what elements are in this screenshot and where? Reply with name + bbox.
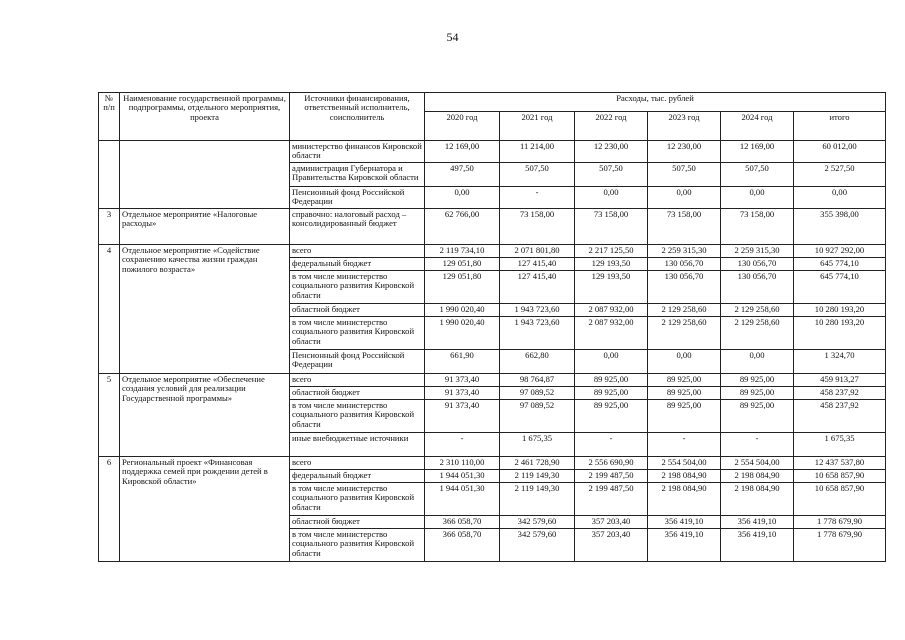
year-value: 507,50 — [721, 163, 794, 187]
table-row — [99, 141, 886, 163]
funding-source: всего — [290, 457, 425, 470]
year-value: 2 554 504,00 — [648, 457, 721, 470]
total-value: 12 437 537,80 — [794, 457, 886, 470]
total-value: 1 778 679,90 — [794, 529, 886, 562]
table-row — [99, 374, 886, 387]
row-number: 5 — [99, 374, 120, 457]
program-name: Отдельное мероприятие «Налоговые расходы» — [120, 209, 290, 245]
year-value: 11 214,00 — [500, 141, 575, 163]
year-value: 2 129 258,60 — [648, 317, 721, 350]
year-value: 89 925,00 — [575, 400, 648, 433]
year-value: 497,50 — [425, 163, 500, 187]
year-value: 89 925,00 — [648, 374, 721, 387]
total-value: 10 280 193,20 — [794, 317, 886, 350]
year-value: 91 373,40 — [425, 400, 500, 433]
funding-source: федеральный бюджет — [290, 258, 425, 271]
funding-source: Пенсионный фонд Российской Федерации — [290, 350, 425, 374]
year-value: 356 419,10 — [648, 529, 721, 562]
total-value: 60 012,00 — [794, 141, 886, 163]
year-value: - — [648, 433, 721, 457]
funding-source: в том числе министерство социального развития Кировской области — [290, 529, 425, 562]
header-expenses: Расходы, тыс. рублей — [425, 93, 886, 112]
year-value: 12 230,00 — [575, 141, 648, 163]
year-value: 1 990 020,40 — [425, 317, 500, 350]
year-value: 2 198 084,90 — [648, 483, 721, 516]
funding-source: областной бюджет — [290, 304, 425, 317]
year-value: 1 944 051,30 — [425, 470, 500, 483]
funding-source: администрация Губернатора и Правительства Кировской области — [290, 163, 425, 187]
year-value: 1 944 051,30 — [425, 483, 500, 516]
year-value: 73 158,00 — [721, 209, 794, 245]
year-value: 73 158,00 — [500, 209, 575, 245]
funding-source: федеральный бюджет — [290, 470, 425, 483]
year-value: 2 198 084,90 — [721, 470, 794, 483]
program-name: Региональный проект «Финансовая поддержка семей при рождении детей в Кировской области» — [120, 457, 290, 562]
year-value: 12 169,00 — [425, 141, 500, 163]
year-value: 2 087 932,00 — [575, 317, 648, 350]
total-value: 645 774,10 — [794, 271, 886, 304]
year-value: 89 925,00 — [575, 374, 648, 387]
header-year: 2024 год — [721, 112, 794, 141]
year-value: 130 056,70 — [721, 271, 794, 304]
header-name: Наименование государственной программы, подпрограммы, отдельного мероприятия, проекта — [120, 93, 290, 141]
header-number: № п/п — [99, 93, 120, 141]
year-value: 2 129 258,60 — [648, 304, 721, 317]
total-value: 645 774,10 — [794, 258, 886, 271]
table-row — [99, 245, 886, 258]
total-value: 10 658 857,90 — [794, 470, 886, 483]
year-value: 2 129 258,60 — [721, 317, 794, 350]
year-value: 129 051,80 — [425, 271, 500, 304]
year-value: 2 198 084,90 — [721, 483, 794, 516]
funding-source: Пенсионный фонд Российской Федерации — [290, 187, 425, 209]
header-year: 2022 год — [575, 112, 648, 141]
year-value: 2 087 932,00 — [575, 304, 648, 317]
header-row — [99, 93, 886, 112]
year-value: 12 230,00 — [648, 141, 721, 163]
year-value: 507,50 — [500, 163, 575, 187]
budget-table — [98, 92, 886, 562]
year-value: 130 056,70 — [648, 271, 721, 304]
year-value: 91 373,40 — [425, 374, 500, 387]
year-value: 89 925,00 — [721, 374, 794, 387]
year-value: 98 764,87 — [500, 374, 575, 387]
year-value: 127 415,40 — [500, 258, 575, 271]
year-value: 507,50 — [648, 163, 721, 187]
year-value: 2 119 149,30 — [500, 483, 575, 516]
year-value: 129 051,80 — [425, 258, 500, 271]
year-value: 89 925,00 — [721, 400, 794, 433]
header-total: итого — [794, 112, 886, 141]
year-value: 89 925,00 — [721, 387, 794, 400]
year-value: 127 415,40 — [500, 271, 575, 304]
year-value: 2 119 734,10 — [425, 245, 500, 258]
program-name: Отдельное мероприятие «Содействие сохранению качества жизни граждан пожилого возраста» — [120, 245, 290, 374]
year-value: - — [425, 433, 500, 457]
funding-source: всего — [290, 245, 425, 258]
year-value: 2 556 690,90 — [575, 457, 648, 470]
year-value: 73 158,00 — [575, 209, 648, 245]
year-value: 2 461 728,90 — [500, 457, 575, 470]
year-value: 2 198 084,90 — [648, 470, 721, 483]
funding-source: в том числе министерство социального развития Кировской области — [290, 483, 425, 516]
year-value: 661,90 — [425, 350, 500, 374]
year-value: 97 089,52 — [500, 400, 575, 433]
year-value: 130 056,70 — [721, 258, 794, 271]
year-value: 0,00 — [721, 187, 794, 209]
total-value: 2 527,50 — [794, 163, 886, 187]
year-value: 2 119 149,30 — [500, 470, 575, 483]
year-value: - — [721, 433, 794, 457]
year-value: 129 193,50 — [575, 271, 648, 304]
year-value: 0,00 — [575, 187, 648, 209]
funding-source: справочно: налоговый расход – консолидированный бюджет — [290, 209, 425, 245]
year-value: 2 259 315,30 — [721, 245, 794, 258]
year-value: 0,00 — [721, 350, 794, 374]
funding-source: областной бюджет — [290, 387, 425, 400]
total-value: 458 237,92 — [794, 400, 886, 433]
header-year: 2023 год — [648, 112, 721, 141]
total-value: 10 927 292,00 — [794, 245, 886, 258]
year-value: - — [500, 187, 575, 209]
year-value: 97 089,52 — [500, 387, 575, 400]
total-value: 10 658 857,90 — [794, 483, 886, 516]
year-value: 356 419,10 — [721, 529, 794, 562]
year-value: 0,00 — [648, 350, 721, 374]
funding-source: иные внебюджетные источники — [290, 433, 425, 457]
year-value: 342 579,60 — [500, 516, 575, 529]
year-value: 366 058,70 — [425, 529, 500, 562]
funding-source: в том числе министерство социального развития Кировской области — [290, 271, 425, 304]
program-name: Отдельное мероприятие «Обеспечение создания условий для реализации Государственной программы» — [120, 374, 290, 457]
row-number: 3 — [99, 209, 120, 245]
table-row — [99, 209, 886, 245]
year-value: 0,00 — [648, 187, 721, 209]
header-year: 2021 год — [500, 112, 575, 141]
year-value: 2 554 504,00 — [721, 457, 794, 470]
year-value: 89 925,00 — [648, 400, 721, 433]
total-value: 1 675,35 — [794, 433, 886, 457]
year-value: 357 203,40 — [575, 516, 648, 529]
page-number: 54 — [446, 30, 459, 44]
row-number — [99, 141, 120, 209]
row-number: 4 — [99, 245, 120, 374]
year-value: 342 579,60 — [500, 529, 575, 562]
year-value: 2 199 487,50 — [575, 483, 648, 516]
funding-source: областной бюджет — [290, 516, 425, 529]
year-value: 366 058,70 — [425, 516, 500, 529]
year-value: 1 990 020,40 — [425, 304, 500, 317]
year-value: 91 373,40 — [425, 387, 500, 400]
funding-source: в том числе министерство социального развития Кировской области — [290, 317, 425, 350]
year-value: 1 943 723,60 — [500, 317, 575, 350]
total-value: 458 237,92 — [794, 387, 886, 400]
total-value: 1 778 679,90 — [794, 516, 886, 529]
total-value: 355 398,00 — [794, 209, 886, 245]
year-value: 2 259 315,30 — [648, 245, 721, 258]
year-value: 2 071 801,80 — [500, 245, 575, 258]
year-value: 73 158,00 — [648, 209, 721, 245]
funding-source: в том числе министерство социального развития Кировской области — [290, 400, 425, 433]
table-body — [99, 141, 886, 562]
year-value: 2 129 258,60 — [721, 304, 794, 317]
year-value: - — [575, 433, 648, 457]
funding-source: министерство финансов Кировской области — [290, 141, 425, 163]
header-source: Источники финансирования, ответственный исполнитель, соисполнитель — [290, 93, 425, 141]
year-value: 129 193,50 — [575, 258, 648, 271]
year-value: 662,80 — [500, 350, 575, 374]
year-value: 130 056,70 — [648, 258, 721, 271]
year-value: 2 310 110,00 — [425, 457, 500, 470]
total-value: 10 280 193,20 — [794, 304, 886, 317]
year-value: 89 925,00 — [648, 387, 721, 400]
year-value: 1 943 723,60 — [500, 304, 575, 317]
year-value: 2 199 487,50 — [575, 470, 648, 483]
program-name — [120, 141, 290, 209]
year-value: 356 419,10 — [721, 516, 794, 529]
total-value: 459 913,27 — [794, 374, 886, 387]
total-value: 0,00 — [794, 187, 886, 209]
year-value: 507,50 — [575, 163, 648, 187]
year-value: 2 217 125,50 — [575, 245, 648, 258]
table-row — [99, 457, 886, 470]
year-value: 1 675,35 — [500, 433, 575, 457]
year-value: 0,00 — [425, 187, 500, 209]
year-value: 12 169,00 — [721, 141, 794, 163]
header-year: 2020 год — [425, 112, 500, 141]
year-value: 0,00 — [575, 350, 648, 374]
funding-source: всего — [290, 374, 425, 387]
year-value: 357 203,40 — [575, 529, 648, 562]
year-value: 89 925,00 — [575, 387, 648, 400]
year-value: 62 766,00 — [425, 209, 500, 245]
row-number: 6 — [99, 457, 120, 562]
year-value: 356 419,10 — [648, 516, 721, 529]
total-value: 1 324,70 — [794, 350, 886, 374]
